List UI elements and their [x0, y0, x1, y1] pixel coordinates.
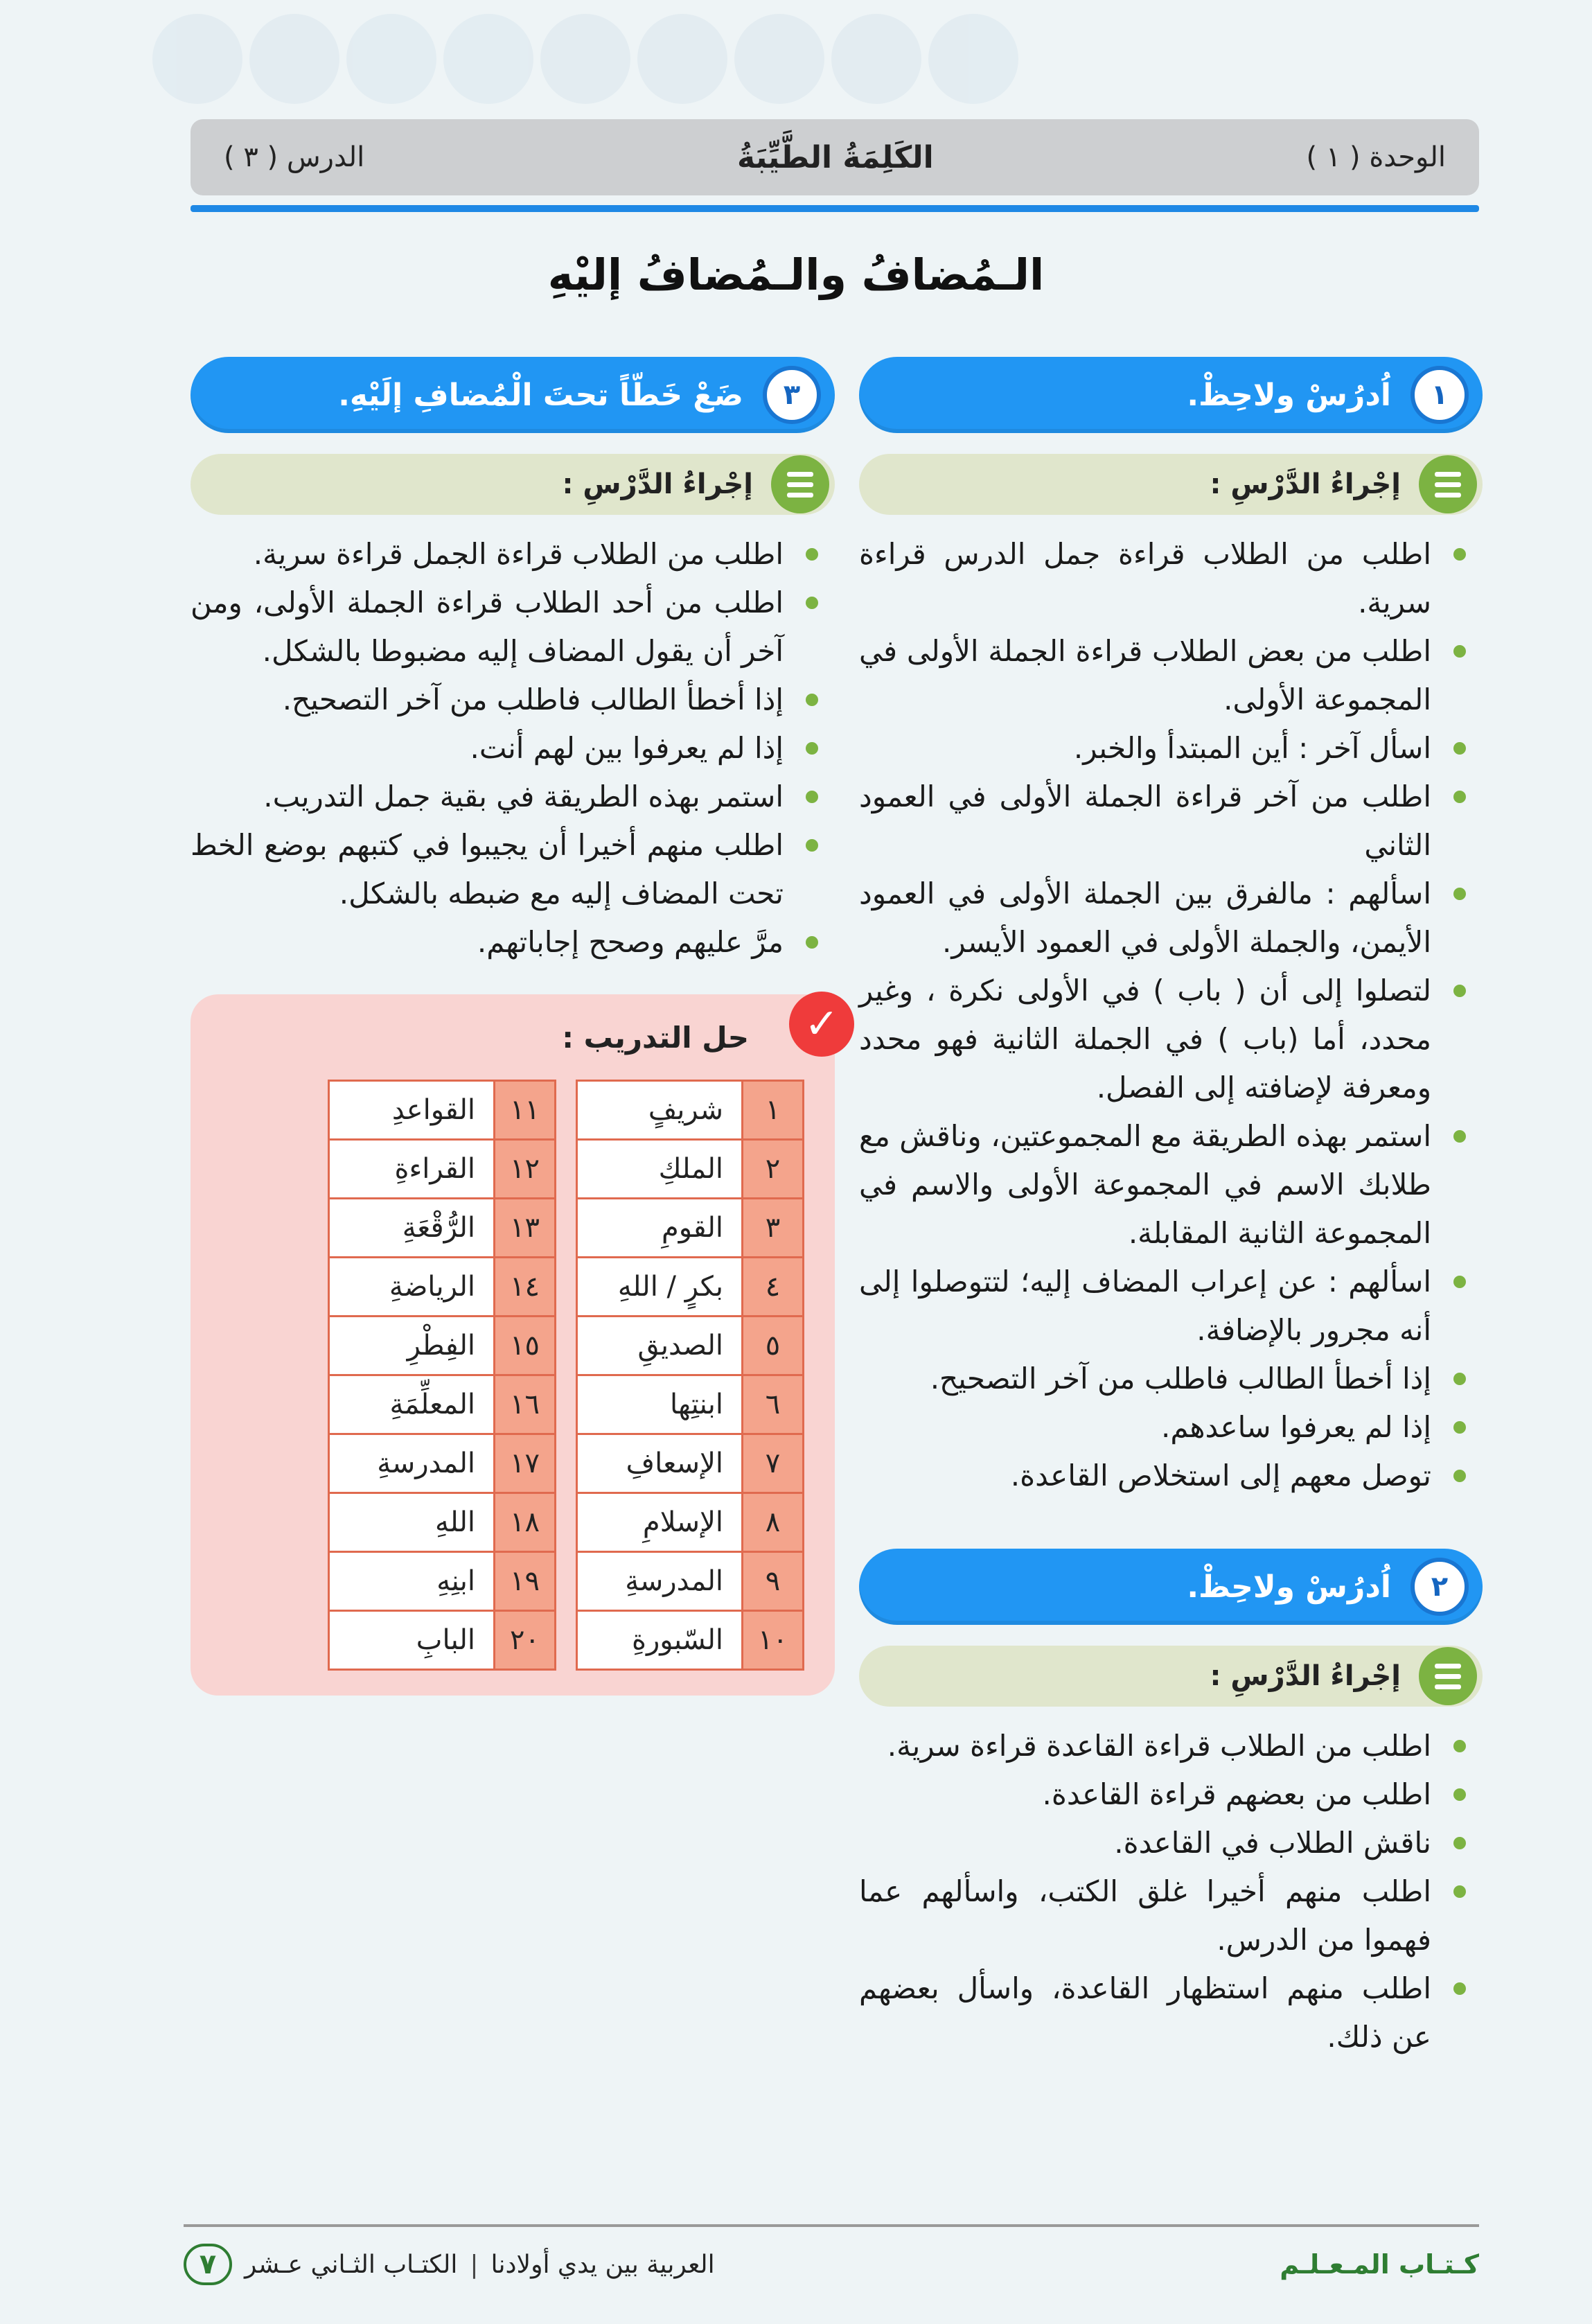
section-2-procedure-header: [859, 1646, 1483, 1707]
table-row: [577, 1611, 804, 1670]
table-row: [329, 1317, 556, 1375]
table-row: [577, 1199, 804, 1258]
list-item: اسألهم : عن إعراب المضاف إليه؛ لتتوصلوا إلى أنه مجرور بالإضافة.: [859, 1258, 1476, 1355]
answer-number: ٢٠: [495, 1611, 556, 1670]
list-icon: [1419, 455, 1477, 513]
page-title: الـمُضافُ والـمُضافُ إليْهِ: [547, 249, 1045, 300]
book-info: [184, 2244, 715, 2285]
list-item: اطلب منهم أخيرا غلق الكتب، واسألهم عما فهموا من الدرس.: [859, 1867, 1476, 1964]
list-item: اسألهم : مالفرق بين الجملة الأولى في العمود الأيمن، والجملة الأولى في العمود الأيسر.: [859, 870, 1476, 967]
decorative-number-band: [152, 14, 1580, 118]
answers-table-left: [328, 1080, 556, 1671]
answer-word: المعلِّمَةِ: [329, 1375, 495, 1434]
list-item: ناقش الطلاب في القاعدة.: [859, 1819, 1476, 1867]
answer-word: الصديقِ: [577, 1317, 743, 1375]
answer-number: ٥: [743, 1317, 804, 1375]
answer-number: ١٤: [495, 1258, 556, 1317]
answer-number: ٤: [743, 1258, 804, 1317]
table-row: [577, 1140, 804, 1199]
list-item: مرَّ عليهم وصحح إجاباتهم.: [191, 918, 828, 967]
table-row: [577, 1081, 804, 1140]
answers-title: حل التدريب :: [562, 1021, 749, 1055]
table-row: [329, 1199, 556, 1258]
checkmark-icon: ✓: [789, 992, 854, 1057]
answer-number: ١٢: [495, 1140, 556, 1199]
list-item: اطلب منهم استظهار القاعدة، واسأل بعضهم عن ذلك.: [859, 1964, 1476, 2061]
page-number: ٧: [184, 2244, 232, 2285]
answer-number: ١: [743, 1081, 804, 1140]
table-row: [329, 1434, 556, 1493]
answer-word: بكرٍ / اللهِ: [577, 1258, 743, 1317]
answer-word: الإسلامِ: [577, 1493, 743, 1552]
answer-number: ٩: [743, 1552, 804, 1611]
list-item: اطلب من الطلاب قراءة الجمل قراءة سرية.: [191, 530, 828, 579]
left-column: [191, 357, 840, 1696]
unit-label: الوحدة ( ١ ): [1306, 141, 1446, 173]
answer-word: القراءةِ: [329, 1140, 495, 1199]
section-1-number: ١: [1410, 366, 1469, 424]
decorative-bubble: [831, 14, 921, 104]
list-item: اطلب من آخر قراءة الجملة الأولى في العمود الثاني: [859, 773, 1476, 870]
answer-number: ١٩: [495, 1552, 556, 1611]
answer-word: القواعدِ: [329, 1081, 495, 1140]
section-1-header: [859, 357, 1483, 433]
list-item: استمر بهذه الطريقة في بقية جمل التدريب.: [191, 773, 828, 821]
decorative-bubble: [346, 14, 436, 104]
list-item: لتصلوا إلى أن ( باب ) في الأولى نكرة ، وغير محدد، أما (باب ) في الجملة الثانية فهو محدد ومعرفة لإضافته إلى الفصل.: [859, 967, 1476, 1112]
section-1-procedure-header: [859, 454, 1483, 515]
list-icon: [771, 455, 829, 513]
table-row: [577, 1375, 804, 1434]
answer-word: الرياضةِ: [329, 1258, 495, 1317]
table-row: [577, 1258, 804, 1317]
section-3-procedure-header: [191, 454, 835, 515]
section-2-number: ٢: [1410, 1558, 1469, 1616]
answer-number: ١١: [495, 1081, 556, 1140]
section-2-header: [859, 1549, 1483, 1625]
list-item: اطلب منهم أخيرا أن يجيبوا في كتبهم بوضع الخط تحت المضاف إليه مع ضبطه بالشكل.: [191, 821, 828, 918]
list-icon: [1419, 1647, 1477, 1705]
procedure-label: إجْراءُ الدَّرْسِ :: [562, 468, 753, 500]
answer-number: ١٨: [495, 1493, 556, 1552]
list-item: اطلب من بعضهم قراءة القاعدة.: [859, 1770, 1476, 1819]
list-item: إذا أخطأ الطالب فاطلب من آخر التصحيح.: [859, 1355, 1476, 1403]
list-item: إذا لم يعرفوا ساعدهم.: [859, 1403, 1476, 1452]
book-name: الكتـاب الثـاني عـشر: [245, 2250, 458, 2279]
list-item: اطلب من الطلاب قراءة القاعدة قراءة سرية.: [859, 1722, 1476, 1770]
section-3-header: [191, 357, 835, 433]
section-3-title: ضَعْ خَطّاً تحتَ الْمُضافِ إلَيْهِ.: [338, 377, 743, 413]
table-row: [577, 1552, 804, 1611]
answer-number: ٦: [743, 1375, 804, 1434]
answer-word: المدرسةِ: [329, 1434, 495, 1493]
answer-word: السّبورةِ: [577, 1611, 743, 1670]
table-row: [577, 1493, 804, 1552]
answer-word: القومِ: [577, 1199, 743, 1258]
table-row: [329, 1258, 556, 1317]
list-item: إذا لم يعرفوا بين لهم أنت.: [191, 724, 828, 773]
answer-word: الرُّقْعَةِ: [329, 1199, 495, 1258]
section-2-steps: [859, 1722, 1483, 2061]
section-2-title: اُدرُسْ ولاحِظْ.: [1187, 1569, 1391, 1605]
decorative-bubble: [637, 14, 727, 104]
decorative-bubble: [152, 14, 242, 104]
list-item: إذا أخطأ الطالب فاطلب من آخر التصحيح.: [191, 676, 828, 724]
list-item: اسأل آخر : أين المبتدأ والخبر.: [859, 724, 1476, 773]
answer-number: ١٣: [495, 1199, 556, 1258]
answer-number: ٨: [743, 1493, 804, 1552]
section-2: [859, 1549, 1483, 2061]
decorative-bubble: [928, 14, 1018, 104]
answer-number: ٢: [743, 1140, 804, 1199]
table-row: [329, 1375, 556, 1434]
table-row: [329, 1081, 556, 1140]
table-row: [329, 1552, 556, 1611]
section-1-title: اُدرُسْ ولاحِظْ.: [1187, 377, 1391, 413]
list-item: استمر بهذه الطريقة مع المجموعتين، وناقش مع طلابك الاسم في المجموعة الأولى والاسم في المجموعة الثانية المقابلة.: [859, 1112, 1476, 1258]
answer-number: ١٧: [495, 1434, 556, 1493]
teacher-book-label: كـتـاب المـعـلـم: [1280, 2249, 1479, 2280]
answer-number: ١٠: [743, 1611, 804, 1670]
page-header: [191, 119, 1479, 195]
answer-word: المدرسةِ: [577, 1552, 743, 1611]
answer-word: شريفٍ: [577, 1081, 743, 1140]
table-row: [577, 1317, 804, 1375]
answer-word: الفِطْرِ: [329, 1317, 495, 1375]
procedure-label: إجْراءُ الدَّرْسِ :: [1210, 468, 1401, 500]
answers-table-right: [576, 1080, 804, 1671]
section-3-number: ٣: [763, 366, 821, 424]
answer-word: ابنِهِ: [329, 1552, 495, 1611]
list-item: اطلب من أحد الطلاب قراءة الجملة الأولى، ومن آخر أن يقول المضاف إليه مضبوطا بالشكل.: [191, 579, 828, 676]
series-name: العربية بين يدي أولادنا: [490, 2250, 715, 2279]
table-row: [329, 1611, 556, 1670]
decorative-bubble: [443, 14, 533, 104]
exercise-answers-panel: [191, 994, 840, 1696]
header-divider: [191, 205, 1479, 212]
section-1-steps: [859, 530, 1483, 1500]
answer-number: ٧: [743, 1434, 804, 1493]
table-row: [329, 1140, 556, 1199]
answer-word: البابِ: [329, 1611, 495, 1670]
answer-number: ٣: [743, 1199, 804, 1258]
answer-word: الملكِ: [577, 1140, 743, 1199]
answer-number: ١٦: [495, 1375, 556, 1434]
table-row: [329, 1493, 556, 1552]
list-item: اطلب من الطلاب قراءة جمل الدرس قراءة سرية.: [859, 530, 1476, 627]
decorative-bubble: [249, 14, 339, 104]
table-row: [577, 1434, 804, 1493]
answer-word: ابنتِها: [577, 1375, 743, 1434]
footer-divider: [184, 2224, 1479, 2227]
section-3-steps: [191, 530, 835, 967]
decorative-bubble: [734, 14, 824, 104]
lesson-label: الدرس ( ٣ ): [224, 141, 365, 173]
page-footer: [184, 2237, 1479, 2292]
list-item: اطلب من بعض الطلاب قراءة الجملة الأولى في المجموعة الأولى.: [859, 627, 1476, 724]
list-item: توصل معهم إلى استخلاص القاعدة.: [859, 1452, 1476, 1500]
answer-word: الإسعافِ: [577, 1434, 743, 1493]
right-column: [859, 357, 1483, 2061]
answer-word: اللهِ: [329, 1493, 495, 1552]
answers-tables: [221, 1080, 804, 1671]
decorative-bubble: [540, 14, 630, 104]
procedure-label: إجْراءُ الدَّرْسِ :: [1210, 1660, 1401, 1692]
unit-title: الكَلِمَةُ الطَّيِّبَةُ: [737, 139, 934, 175]
footer-separator: |: [470, 2250, 479, 2279]
answer-number: ١٥: [495, 1317, 556, 1375]
